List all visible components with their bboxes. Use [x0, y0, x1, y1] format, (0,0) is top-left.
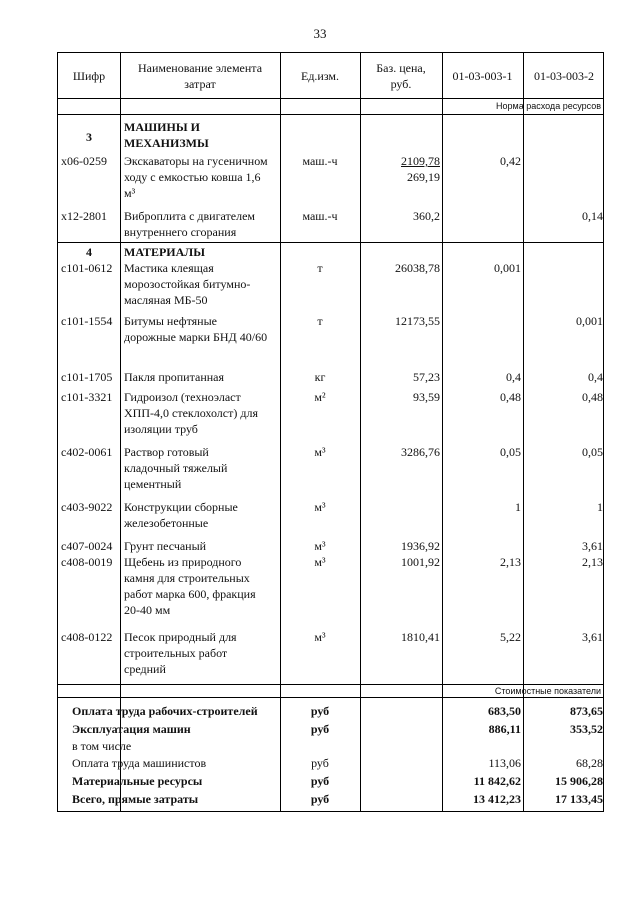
header-price-2: руб.: [390, 77, 412, 91]
row-price: 3286,76: [401, 445, 440, 459]
row-price: 57,23: [413, 370, 440, 384]
page-number: 33: [313, 26, 327, 41]
row-unit: м³: [314, 555, 326, 569]
row-price: 12173,55: [395, 314, 440, 328]
row-code: с101-1554: [61, 314, 113, 328]
row-name: масляная МБ-50: [124, 293, 208, 307]
row-value-col2: 3,61: [582, 630, 603, 644]
row-price: 360,2: [413, 209, 440, 223]
row-name: Экскаваторы на гусеничном: [124, 154, 268, 168]
totals-label: в том числе: [72, 739, 132, 753]
row-price-2: 269,19: [407, 170, 440, 184]
row-unit: т: [317, 314, 323, 328]
totals-label: Эксплуатация машин: [72, 722, 191, 736]
row-unit: т: [317, 261, 323, 275]
row-value-col1: 0,001: [494, 261, 521, 275]
row-value-col2: 0,05: [582, 445, 603, 459]
cost-label: Стоимостные показатели: [494, 686, 601, 696]
totals-unit: руб: [310, 722, 330, 736]
row-value-col1: 0,05: [500, 445, 521, 459]
header-code: Шифр: [72, 69, 106, 83]
row-unit: м³: [314, 630, 326, 644]
totals-value-col1: 13 412,23: [473, 792, 521, 806]
row-name: цементный: [124, 477, 182, 491]
totals-value-col2: 873,65: [570, 704, 603, 718]
section-title: МАТЕРИАЛЫ: [124, 245, 205, 259]
totals-value-col1: 11 842,62: [473, 774, 521, 788]
row-price: 1936,92: [401, 539, 440, 553]
row-name: Мастика клеящая: [124, 261, 214, 275]
totals-value-col1: 113,06: [488, 756, 521, 770]
row-value-col1: 5,22: [500, 630, 521, 644]
row-price: 93,59: [413, 390, 440, 404]
header-unit: Ед.изм.: [300, 69, 340, 83]
row-name: Раствор готовый: [124, 445, 209, 459]
row-name: Гидроизол (техноэласт: [124, 390, 241, 404]
totals-unit: руб: [310, 704, 330, 718]
totals-value-col2: 17 133,45: [555, 792, 603, 806]
row-code: с402-0061: [61, 445, 113, 459]
row-unit: м³: [314, 539, 326, 553]
row-name: 20-40 мм: [124, 603, 171, 617]
row-name: Пакля пропитанная: [124, 370, 225, 384]
row-name: ходу с емкостью ковша 1,6: [124, 170, 261, 184]
totals-value-col1: 886,11: [488, 722, 521, 736]
row-name: ХПП-4,0 стеклохолст) для: [124, 406, 258, 420]
row-value-col2: 0,14: [582, 209, 603, 223]
row-name: камня для строительных: [124, 571, 250, 585]
row-divider: [58, 242, 603, 243]
totals-label: Оплата труда рабочих-строителей: [72, 704, 258, 718]
row-name: средний: [124, 662, 166, 676]
totals-unit: руб: [311, 756, 329, 770]
section-number: 3: [86, 130, 92, 144]
row-unit: м³: [314, 500, 326, 514]
row-name: изоляции труб: [124, 422, 198, 436]
row-unit: маш.-ч: [302, 154, 338, 168]
section-title: МАШИНЫ И: [124, 120, 200, 134]
row-code: с101-1705: [61, 370, 113, 384]
norm-label: Норма расхода ресурсов: [496, 101, 601, 111]
row-code: х06-0259: [61, 154, 107, 168]
section-title: МЕХАНИЗМЫ: [124, 136, 209, 150]
row-value-col1: 1: [515, 500, 521, 514]
row-name: Песок природный для: [124, 630, 237, 644]
row-value-col1: 0,42: [500, 154, 521, 168]
row-code: с408-0019: [61, 555, 113, 569]
row-name: Грунт песчаный: [124, 539, 207, 553]
row-value-col1: 0,48: [500, 390, 521, 404]
row-value-col2: 3,61: [582, 539, 603, 553]
header-col1: 01-03-003-1: [452, 69, 513, 83]
row-value-col1: 0,4: [506, 370, 521, 384]
row-name: дорожные марки БНД 40/60: [124, 330, 268, 344]
row-name: Битумы нефтяные: [124, 314, 217, 328]
row-name: строительных работ: [124, 646, 228, 660]
header-price-1: Баз. цена,: [376, 61, 426, 75]
totals-value-col1: 683,50: [488, 704, 521, 718]
row-divider: [58, 98, 603, 99]
header-name-2: затрат: [184, 77, 216, 91]
totals-value-col2: 353,52: [570, 722, 603, 736]
row-value-col2: 1: [597, 500, 603, 514]
row-price: 2109,78: [401, 154, 440, 168]
row-divider: [58, 114, 603, 115]
row-price: 26038,78: [395, 261, 440, 275]
row-price: 1001,92: [401, 555, 440, 569]
row-code: с403-9022: [61, 500, 113, 514]
totals-unit: руб: [310, 774, 330, 788]
row-unit: кг: [314, 370, 326, 384]
row-value-col2: 0,4: [588, 370, 603, 384]
row-name: железобетонные: [124, 516, 209, 530]
row-value-col1: 2,13: [500, 555, 521, 569]
header-name-1: Наименование элемента: [137, 61, 263, 75]
row-name: работ марка 600, фракция: [124, 587, 256, 601]
header-col2: 01-03-003-2: [534, 69, 594, 83]
totals-label: Оплата труда машинистов: [72, 756, 207, 770]
section-number: 4: [86, 245, 92, 259]
row-unit: маш.-ч: [302, 209, 338, 223]
row-name: Щебень из природного: [124, 555, 242, 569]
row-name: морозостойкая битумно-: [124, 277, 251, 291]
row-value-col2: 0,001: [576, 314, 603, 328]
row-code: с101-3321: [61, 390, 113, 404]
row-unit: м²: [314, 390, 326, 404]
totals-value-col2: 15 906,28: [555, 774, 603, 788]
totals-value-col2: 68,28: [576, 756, 603, 770]
row-price: 1810,41: [401, 630, 440, 644]
row-unit: м³: [314, 445, 326, 459]
row-name: м³: [124, 186, 136, 200]
row-name: Конструкции сборные: [124, 500, 238, 514]
totals-unit: руб: [310, 792, 330, 806]
row-name: кладочный тяжелый: [124, 461, 228, 475]
cost-table: [57, 52, 604, 812]
row-divider: [58, 684, 603, 685]
row-value-col2: 2,13: [582, 555, 603, 569]
row-code: с408-0122: [61, 630, 113, 644]
totals-label: Всего, прямые затраты: [72, 792, 199, 806]
row-value-col2: 0,48: [582, 390, 603, 404]
row-name: Виброплита с двигателем: [124, 209, 256, 223]
row-code: х12-2801: [61, 209, 107, 223]
row-code: с101-0612: [61, 261, 113, 275]
totals-label: Материальные ресурсы: [72, 774, 203, 788]
row-name: внутреннего сгорания: [124, 225, 237, 239]
row-divider: [58, 697, 603, 698]
row-code: с407-0024: [61, 539, 113, 553]
